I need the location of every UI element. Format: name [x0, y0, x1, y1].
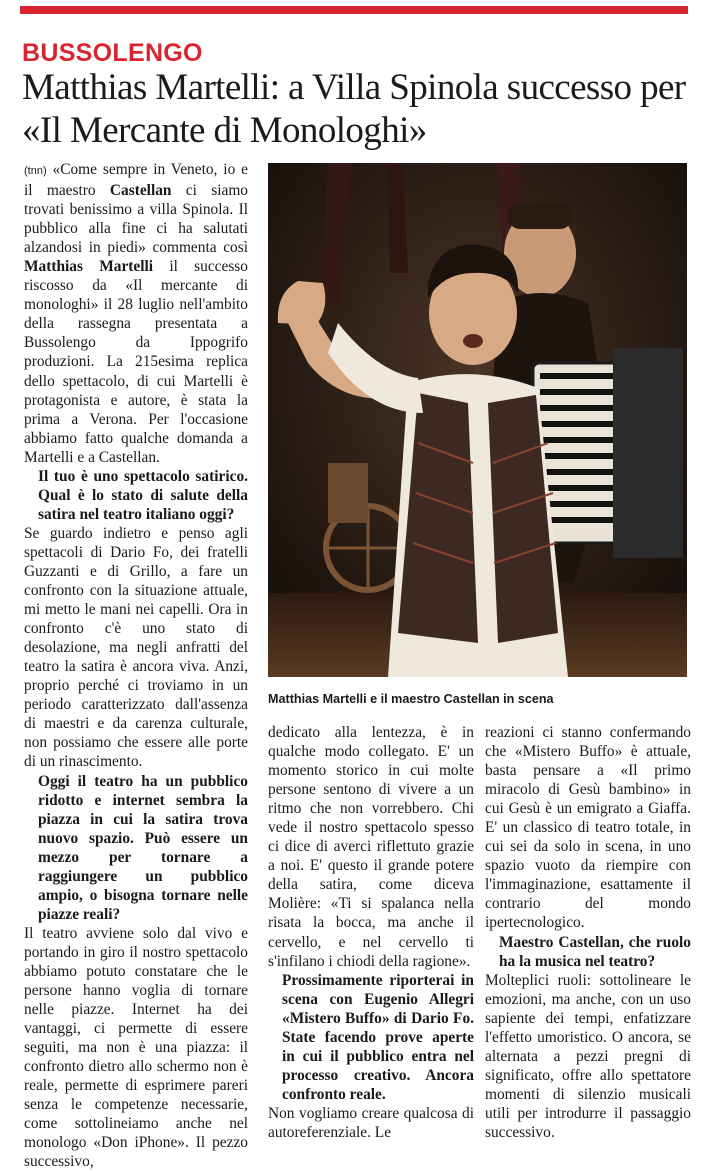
answer-1: Se guardo indietro e penso agli spettacoli di Dario Fo, dei fratelli Guzzanti e di Grillo, a fare un confronto con la situazione attuale, mi metto le mani nei capelli. Ora in confronto c'è uno stato di desolazione, ma negli anfratti del teatro la satira è ancora viva. Anzi, proprio perché ci troviamo in un periodo caratterizzato dall'assenza di maestri e da carenza culturale, non possiamo che essere alle porte di un rinascimento.: [24, 524, 248, 771]
top-red-rule: [20, 6, 688, 14]
answer-2-part-2: dedicato alla lentezza, è in qualche modo collegato. E' un momento storico in cui molte persone sentono di vivere a un ritmo che non vorrebbero. Chi vede il nostro spettacolo spesso ci dice di averci riflettuto grazie a noi. E' questo il grande potere della satira, come diceva Molière: «Ti si spalanca nella risata la bocca, ma anche il cervello, e nel cervello ti s'infilano i chiodi della ragione».: [268, 724, 474, 970]
answer-4: Molteplici ruoli: sottolineare le emozioni, ma anche, con un uso sapiente dei tempi, enfatizzare l'effetto umoristico. O ancora, se alternata a pezzi pregni di significato, offre allo spettatore momenti di silenzio musicali utili per introdurre il passaggio successivo.: [485, 971, 691, 1141]
byline-tag: (tnn): [24, 165, 47, 177]
intro-paragraph: (tnn) «Come sempre in Veneto, io e il maestro Castellan ci siamo trovati benissimo a villa Spinola. Il pubblico alla fine ci ha salutati alzandosi in piedi» commenta così Matthias Martelli il successo riscosso da «Il mercante di monologhi» il 28 luglio nell'ambito della rassegna presentata a Bussolengo da Ippogrifo produzioni. La 215esima replica dello spettacolo, di cui Martelli è protagonista e autore, è stata la prima a Verona. Per l'occasione abbiamo fatto qualche domanda a Martelli e a Castellan.: [24, 161, 248, 466]
article-column-3: [485, 723, 691, 1142]
question-1: Il tuo è uno spettacolo satirico. Qual è lo stato di salute della satira nel teatro italiano oggi?: [38, 467, 248, 523]
stage-photo-illustration: [268, 163, 687, 677]
answer-3-part-1: Non vogliamo creare qualcosa di autoreferenziale. Le: [268, 1104, 474, 1141]
answer-2-part-1: Il teatro avviene solo dal vivo e portando in giro il nostro spettacolo abbiamo potuto constatare che le persone hanno voglia di tornare nelle piazze. Internet ha dei vantaggi, ci permette di essere seguiti, ma non è una piazza: il confronto dietro allo schermo non è reale, permette di esprimere pareri senza le competenze necessarie, come sottolineiamo anche nel monologo «Don iPhone». Il pezzo successivo,: [24, 924, 248, 1171]
photo-caption: Matthias Martelli e il maestro Castellan in scena: [268, 692, 554, 706]
section-kicker: BUSSOLENGO: [22, 39, 203, 67]
article-headline: Matthias Martelli: a Villa Spinola successo per «Il Mercante di Monologhi»: [22, 67, 686, 151]
name-martelli: Matthias Martelli: [24, 258, 154, 276]
question-4: Maestro Castellan, che ruolo ha la musica nel teatro?: [499, 933, 691, 970]
article-column-1: [24, 160, 248, 1171]
question-3: Prossimamente riporterai in scena con Eugenio Allegri «Mistero Buffo» di Dario Fo. State facendo prove aperte in cui il pubblico entra nel processo creativo. Ancora confronto reale.: [282, 971, 474, 1103]
name-castellan: Castellan: [109, 182, 172, 200]
answer-3-part-2: reazioni ci stanno confermando che «Mistero Buffo» è attuale, basta pensare a «Il primo miracolo di Gesù bambino» in cui Gesù è un emigrato a Giaffa. E' un classico di teatro totale, in cui sei da solo in scena, in uno spazio vuoto da riempire con l'immaginazione, esattamente il contrario del mondo ipertecnologico.: [485, 724, 691, 932]
stage-photo: [268, 163, 687, 677]
question-2: Oggi il teatro ha un pubblico ridotto e internet sembra la piazza in cui la satira trova nuovo spazio. Può essere un mezzo per tornare a raggiungere un pubblico ampio, o bisogna tornare nelle piazze reali?: [38, 772, 248, 923]
article-column-2: [268, 723, 474, 1142]
